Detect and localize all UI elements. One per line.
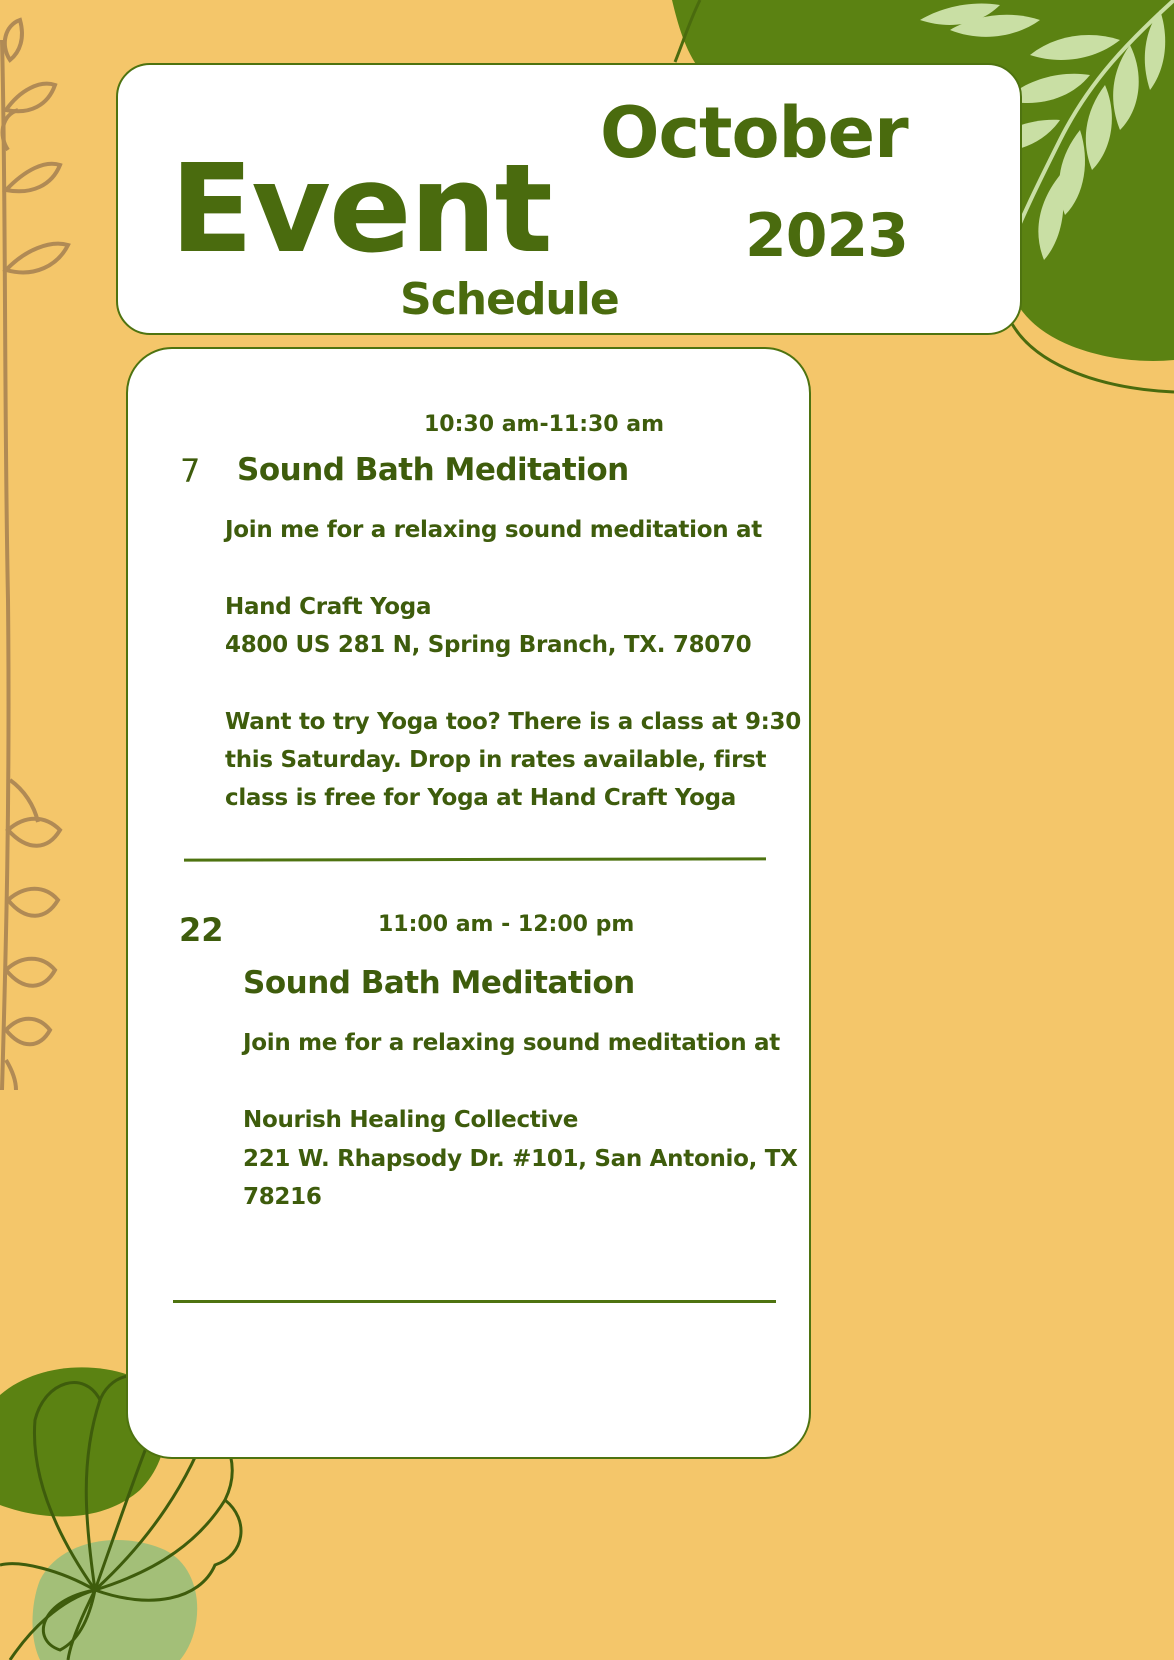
month-label: October (600, 92, 908, 174)
event-address: 4800 US 281 N, Spring Branch, TX. 78070 (225, 632, 752, 658)
event-venue: Nourish Healing Collective (243, 1107, 579, 1133)
event-time: 11:00 am - 12:00 pm (378, 912, 635, 937)
event-note-line: Want to try Yoga too? There is a class at 9:30 (225, 709, 801, 735)
event-note-line: this Saturday. Drop in rates available, first (225, 747, 767, 773)
vine-left-icon (2, 20, 68, 1090)
event-day: 22 (179, 911, 224, 949)
light-blob-bottom-left (33, 1540, 198, 1660)
year-label: 2023 (745, 201, 908, 271)
event-note-line: class is free for Yoga at Hand Craft Yoga (225, 785, 736, 811)
divider (173, 1300, 776, 1303)
event-title: Sound Bath Meditation (243, 965, 635, 1001)
page-title-schedule: Schedule (400, 274, 619, 325)
event-time: 10:30 am-11:30 am (424, 412, 665, 437)
event-intro: Join me for a relaxing sound meditation at (243, 1030, 780, 1056)
event-intro: Join me for a relaxing sound meditation at (225, 517, 762, 543)
event-venue: Hand Craft Yoga (225, 594, 432, 620)
event-title: Sound Bath Meditation (237, 452, 629, 488)
event-day: 7 (180, 452, 201, 490)
event-address-zip: 78216 (243, 1184, 322, 1210)
event-address: 221 W. Rhapsody Dr. #101, San Antonio, TX (243, 1146, 798, 1172)
page-title-event: Event (170, 138, 551, 280)
